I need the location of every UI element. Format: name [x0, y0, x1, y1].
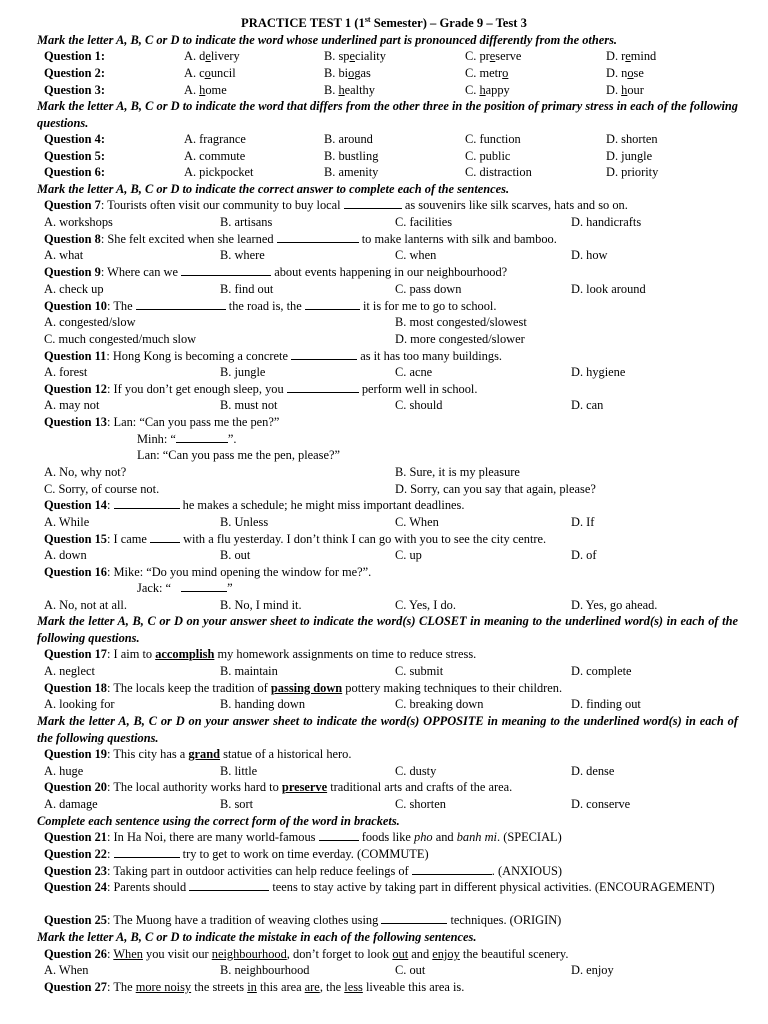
question-22: [0, 846, 768, 863]
question-13-options-ab: [0, 464, 768, 481]
option-a[interactable]: A. may not: [44, 398, 100, 412]
option-d[interactable]: D. priority: [606, 165, 659, 179]
option-b[interactable]: B. around: [324, 132, 373, 146]
option-c[interactable]: C. out: [395, 963, 426, 977]
option-a[interactable]: A. delivery: [184, 49, 240, 63]
question-19-options: [0, 763, 768, 780]
option-c[interactable]: C. preserve: [465, 49, 522, 63]
answer-blank[interactable]: [287, 381, 359, 393]
underlined-part-a: more noisy: [135, 980, 192, 994]
question-20: [0, 779, 768, 796]
option-b[interactable]: B. sort: [220, 797, 254, 811]
question-2: [0, 65, 768, 82]
option-a[interactable]: A. check up: [44, 282, 104, 296]
option-d[interactable]: D. dense: [571, 764, 615, 778]
option-d[interactable]: D. hour: [606, 83, 644, 97]
question-12-options: [0, 397, 768, 414]
question-stem: Question 18: The locals keep the tradition of passing down pottery making techniques to their children.: [44, 681, 563, 695]
option-d[interactable]: D. jungle: [606, 149, 653, 163]
answer-blank[interactable]: [412, 863, 492, 875]
option-a[interactable]: A. looking for: [44, 697, 115, 711]
section-instruction-complete: Mark the letter A, B, C or D to indicate the correct answer to complete each of the sentences.: [37, 182, 510, 196]
option-d[interactable]: D. handicrafts: [571, 215, 642, 229]
option-a[interactable]: A. commute: [184, 149, 246, 163]
option-a[interactable]: A. pickpocket: [184, 165, 254, 179]
option-a[interactable]: A. damage: [44, 797, 98, 811]
section-instruction-pronunciation: Mark the letter A, B, C or D to indicate the word whose underlined part is pronounced differently from the others.: [37, 33, 617, 47]
question-16: [0, 564, 768, 581]
option-a[interactable]: A. forest: [44, 365, 88, 379]
option-d[interactable]: D. how: [571, 248, 608, 262]
question-20-options: [0, 796, 768, 813]
option-d[interactable]: D. look around: [571, 282, 646, 296]
option-d[interactable]: D. more congested/slower: [395, 332, 525, 346]
question-16-jack-line: [0, 580, 768, 597]
question-stem: Question 10: The the road is, the it is for me to go to school.: [44, 299, 497, 313]
option-a[interactable]: A. council: [184, 66, 236, 80]
option-d[interactable]: D. of: [571, 548, 597, 562]
option-d[interactable]: D. shorten: [606, 132, 658, 146]
option-c[interactable]: C. when: [395, 248, 437, 262]
option-b[interactable]: B. maintain: [220, 664, 278, 678]
option-c[interactable]: C. When: [395, 515, 439, 529]
option-c[interactable]: C. submit: [395, 664, 444, 678]
option-c[interactable]: C. public: [465, 149, 511, 163]
question-13-lan-line: [0, 447, 768, 464]
underlined-part-d: less: [344, 980, 363, 994]
question-18-options: [0, 696, 768, 713]
option-b[interactable]: B. amenity: [324, 165, 379, 179]
option-c[interactable]: C. up: [395, 548, 422, 562]
question-11: [0, 348, 768, 365]
question-27: [0, 979, 768, 996]
question-21: [0, 829, 768, 846]
option-d[interactable]: D. finding out: [571, 697, 641, 711]
question-14-options: [0, 514, 768, 531]
option-b[interactable]: B. where: [220, 248, 265, 262]
underlined-part-c: are: [304, 980, 320, 994]
option-c[interactable]: C. facilities: [395, 215, 453, 229]
question-26: [0, 946, 768, 963]
question-15: [0, 531, 768, 548]
option-a[interactable]: A. what: [44, 248, 84, 262]
question-3: [0, 82, 768, 99]
question-25: [0, 912, 768, 929]
option-a[interactable]: A. home: [184, 83, 227, 97]
question-8: [0, 231, 768, 248]
option-b[interactable]: B. must not: [220, 398, 278, 412]
option-d[interactable]: D. enjoy: [571, 963, 614, 977]
underlined-part-d: enjoy: [432, 947, 460, 961]
option-a[interactable]: A. No, why not?: [44, 465, 127, 479]
option-d[interactable]: D. hygiene: [571, 365, 626, 379]
option-c[interactable]: C. much congested/much slow: [44, 332, 197, 346]
answer-blank[interactable]: [305, 298, 360, 310]
option-d[interactable]: D. Sorry, can you say that again, please?: [395, 482, 596, 496]
question-6: Question 6: A. pickpocket B. amenity C. distraction D. priority: [44, 165, 659, 179]
question-stem: Question 17: I aim to accomplish my homework assignments on time to reduce stress.: [44, 647, 477, 661]
option-d[interactable]: D. conserve: [571, 797, 631, 811]
option-a[interactable]: A. down: [44, 548, 87, 562]
option-b[interactable]: B. jungle: [220, 365, 266, 379]
option-b[interactable]: B. No, I mind it.: [220, 598, 302, 612]
question-7-options: [0, 214, 768, 231]
underlined-part-c: out: [392, 947, 409, 961]
option-c[interactable]: C. Yes, I do.: [395, 598, 456, 612]
answer-blank[interactable]: [277, 231, 359, 243]
answer-blank[interactable]: [319, 829, 359, 841]
option-d[interactable]: D. can: [571, 398, 604, 412]
question-10-options-ab: [0, 314, 768, 331]
question-label: Question 1:: [44, 49, 105, 63]
answer-blank[interactable]: [150, 531, 180, 543]
option-d[interactable]: D. If: [571, 515, 595, 529]
option-c[interactable]: C. shorten: [395, 797, 446, 811]
question-stem: Question 19: This city has a grand statue of a historical hero.: [44, 747, 352, 761]
question-stem: Question 9: Where can we about events happening in our neighbourhood?: [44, 265, 508, 279]
question-stem: Question 11: Hong Kong is becoming a concrete as it has too many buildings.: [44, 349, 502, 363]
question-12: [0, 381, 768, 398]
option-c[interactable]: C. Sorry, of course not.: [44, 482, 160, 496]
question-10: [0, 298, 768, 315]
section-instruction-closest: Mark the letter A, B, C or D on your answer sheet to indicate the word(s) CLOSET in meaning to the underlined word(s) in each of the following questions.: [37, 614, 738, 645]
section-instruction-mistake: Mark the letter A, B, C or D to indicate the mistake in each of the following sentences.: [37, 930, 477, 944]
option-c[interactable]: C. happy: [465, 83, 510, 97]
answer-blank[interactable]: [381, 912, 447, 924]
option-c[interactable]: C. breaking down: [395, 697, 484, 711]
question-13-minh-line: [0, 431, 768, 448]
underlined-word: passing down: [270, 681, 343, 695]
answer-blank[interactable]: [136, 298, 226, 310]
question-13: [0, 414, 768, 431]
question-15-options: [0, 547, 768, 564]
underlined-part-a: When: [113, 947, 143, 961]
question-4: Question 4: A. fragrance B. around C. function D. shorten: [44, 132, 658, 146]
option-c[interactable]: C. distraction: [465, 165, 532, 179]
underlined-word: accomplish: [155, 647, 215, 661]
page-title: PRACTICE TEST 1 (1st Semester) – Grade 9 – Test 3: [241, 14, 527, 30]
answer-blank[interactable]: [344, 197, 402, 209]
question-26-options: [0, 962, 768, 979]
question-stem: Question 16: Mike: “Do you mind opening the window for me?”.: [44, 565, 372, 579]
option-a[interactable]: A. neglect: [44, 664, 95, 678]
question-9: [0, 264, 768, 281]
option-c[interactable]: C. should: [395, 398, 443, 412]
section-instruction-stress: Mark the letter A, B, C or D to indicate the word that differs from the other three in the position of primary stress in each of the following questions.: [37, 99, 738, 130]
question-1: [0, 48, 768, 65]
question-stem: Question 7: Tourists often visit our community to buy local as souvenirs like silk scarves, hats and so on.: [44, 198, 628, 212]
question-stem: Question 22: try to get to work on time everday. (COMMUTE): [44, 847, 429, 861]
option-a[interactable]: A. fragrance: [184, 132, 246, 146]
underlined-word: preserve: [281, 780, 328, 794]
option-d[interactable]: D. remind: [606, 49, 657, 63]
answer-blank[interactable]: [189, 879, 269, 891]
question-16-options: [0, 597, 768, 614]
dialogue-line: Jack: “ ”: [137, 581, 233, 595]
option-b[interactable]: B. little: [220, 764, 258, 778]
option-a[interactable]: A. When: [44, 963, 89, 977]
question-14: [0, 497, 768, 514]
underlined-part-b: in: [247, 980, 257, 994]
question-stem: Question 20: The local authority works hard to preserve traditional arts and crafts of the area.: [44, 780, 513, 794]
option-c[interactable]: C. dusty: [395, 764, 437, 778]
question-23: [0, 863, 768, 880]
question-17: [0, 646, 768, 663]
option-b[interactable]: B. bustling: [324, 149, 379, 163]
question-stem: Question 25: The Muong have a tradition of weaving clothes using techniques. (ORIGIN): [44, 913, 562, 927]
question-7: [0, 197, 768, 214]
option-a[interactable]: A. workshops: [44, 215, 113, 229]
question-13-options-cd: [0, 481, 768, 498]
option-d[interactable]: D. complete: [571, 664, 632, 678]
option-b[interactable]: B. biogas: [324, 66, 371, 80]
question-24: Question 24: Parents should teens to stay active by taking part in different physical activities. (ENCOURAGEMENT): [44, 880, 715, 894]
question-stem: Question 13: Lan: “Can you pass me the pen?”: [44, 415, 280, 429]
option-b[interactable]: B. find out: [220, 282, 274, 296]
option-d[interactable]: D. Yes, go ahead.: [571, 598, 658, 612]
question-stem: Question 23: Taking part in outdoor activities can help reduce feelings of . (ANXIOUS): [44, 864, 563, 878]
option-c[interactable]: C. metro: [465, 66, 509, 80]
option-c[interactable]: C. pass down: [395, 282, 462, 296]
option-a[interactable]: A. congested/slow: [44, 315, 136, 329]
section-instruction-opposite: Mark the letter A, B, C or D on your answer sheet to indicate the word(s) OPPOSITE in meaning to the underlined word(s) in each of the following questions.: [37, 714, 738, 745]
question-stem: Question 21: In Ha Noi, there are many world-famous foods like pho and banh mi. (SPECIAL): [44, 830, 562, 844]
question-stem: Question 8: She felt excited when she learned to make lanterns with silk and bamboo.: [44, 232, 557, 246]
question-11-options: [0, 364, 768, 381]
answer-blank[interactable]: [114, 846, 180, 858]
underlined-word: grand: [188, 747, 221, 761]
question-stem: Question 15: I came with a flu yesterday. I don’t think I can go with you to see the city centre.: [44, 532, 547, 546]
dialogue-line: Lan: “Can you pass me the pen, please?”: [137, 448, 340, 462]
option-d[interactable]: D. nose: [606, 66, 644, 80]
option-b[interactable]: B. artisans: [220, 215, 273, 229]
question-10-options-cd: [0, 331, 768, 348]
option-b[interactable]: B. out: [220, 548, 251, 562]
answer-blank[interactable]: [114, 497, 180, 509]
question-8-options: [0, 247, 768, 264]
option-a[interactable]: A. huge: [44, 764, 84, 778]
answer-blank[interactable]: [181, 264, 271, 276]
question-stem: Question 12: If you don’t get enough sleep, you perform well in school.: [44, 382, 478, 396]
title-line: [0, 15, 768, 32]
question-stem: Question 27: The more noisy the streets in this area are, the less liveable this area is.: [44, 980, 465, 994]
option-b[interactable]: B. speciality: [324, 49, 386, 63]
option-a[interactable]: A. No, not at all.: [44, 598, 127, 612]
option-b[interactable]: B. Sure, it is my pleasure: [395, 465, 520, 479]
question-17-options: [0, 663, 768, 680]
answer-blank[interactable]: [181, 580, 227, 592]
answer-blank[interactable]: [291, 348, 357, 360]
option-c[interactable]: C. function: [465, 132, 521, 146]
option-a[interactable]: A. While: [44, 515, 90, 529]
option-b[interactable]: B. Unless: [220, 515, 269, 529]
question-label: Question 2:: [44, 66, 105, 80]
option-b[interactable]: B. handing down: [220, 697, 306, 711]
section-instruction-word-form: Complete each sentence using the correct form of the word in brackets.: [37, 814, 400, 828]
question-stem: Question 26: When you visit our neighbourhood, don’t forget to look out and enjoy the beautiful scenery.: [44, 947, 569, 961]
question-19: [0, 746, 768, 763]
option-b[interactable]: B. most congested/slowest: [395, 315, 527, 329]
question-9-options: [0, 281, 768, 298]
option-c[interactable]: C. acne: [395, 365, 433, 379]
underlined-part-b: neighbourhood: [211, 947, 287, 961]
answer-blank[interactable]: [176, 431, 228, 443]
question-stem: Question 14: he makes a schedule; he might miss important deadlines.: [44, 498, 465, 512]
option-b[interactable]: B. neighbourhood: [220, 963, 310, 977]
question-18: [0, 680, 768, 697]
option-b[interactable]: B. healthy: [324, 83, 375, 97]
dialogue-line: Minh: “ ”.: [137, 432, 237, 446]
question-label: Question 3:: [44, 83, 105, 97]
question-5: Question 5: A. commute B. bustling C. public D. jungle: [44, 149, 653, 163]
